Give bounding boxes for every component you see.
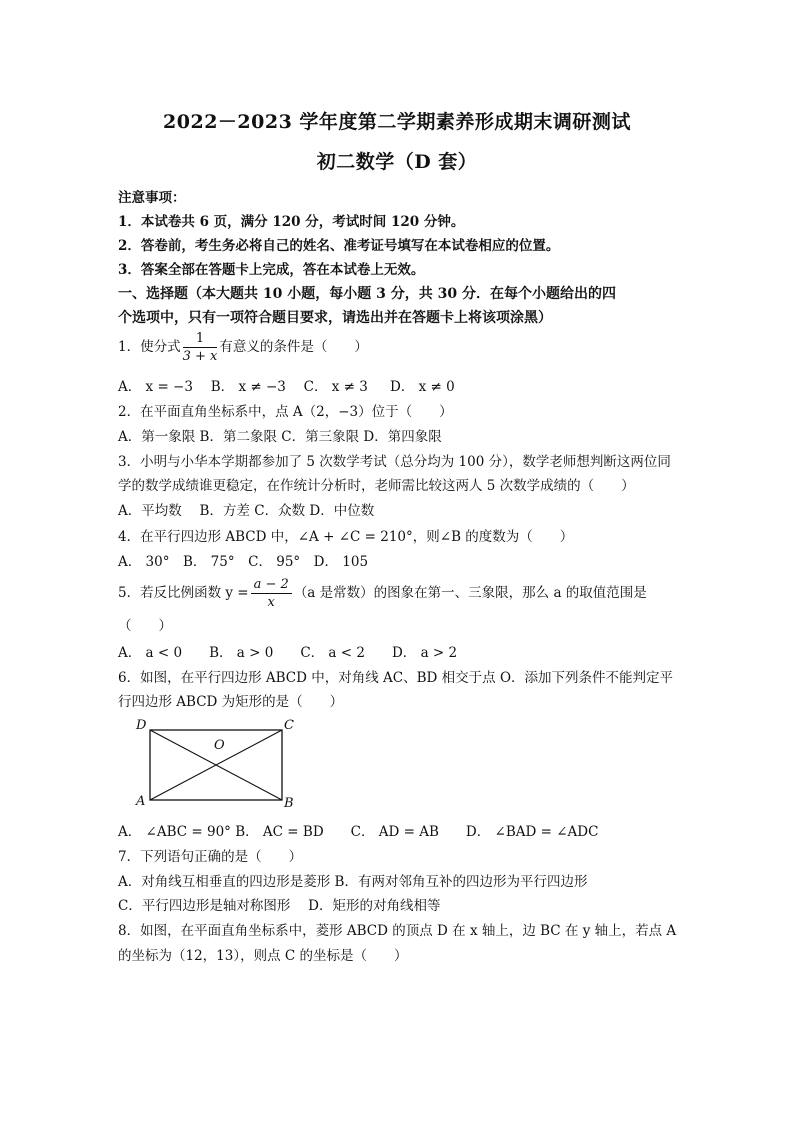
question-2: 2．在平面直角坐标系中，点 A（2，−3）位于（ ） — [118, 404, 453, 420]
q5-frac-num: a − 2 — [251, 576, 292, 594]
question-8: 8．如图，在平面直角坐标系中，菱形 ABCD 的顶点 D 在 x 轴上，边 BC 在 y 轴上，若点 A — [118, 923, 677, 939]
q6-options: A． ∠ABC = 90° B． AC = BD C． AD = AB D． ∠BAD = ∠ADC — [118, 824, 599, 840]
question-6: 6．如图，在平行四边形 ABCD 中，对角线 AC、BD 相交于点 O．添加下列条件不能判定平 — [118, 670, 674, 686]
q1-suffix: 有意义的条件是（ ） — [219, 339, 368, 355]
question-1 — [118, 330, 368, 365]
q7-options-2: C．平行四边形是轴对称图形 D．矩形的对角线相等 — [118, 898, 441, 914]
q4-options: A． 30° B． 75° C． 95° D． 105 — [118, 554, 369, 570]
question-7: 7．下列语句正确的是（ ） — [118, 849, 303, 865]
rectangle-figure — [130, 720, 300, 812]
exam-title: 2022－2023 学年度第二学期素养形成期末调研测试 — [163, 111, 631, 133]
q5-fraction — [251, 576, 292, 611]
q7-options-1: A．对角线互相垂直的四边形是菱形 B．有两对邻角互补的四边形为平行四边形 — [118, 874, 588, 890]
note-item: 1．本试卷共 6 页，满分 120 分，考试时间 120 分钟。 — [118, 214, 465, 230]
question-8-cont: 的坐标为（12，13），则点 C 的坐标是（ ） — [118, 948, 408, 964]
center-o-label: O — [214, 738, 225, 753]
section-heading: 一、选择题（本大题共 10 小题，每小题 3 分，共 30 分．在每个小题给出的四 — [118, 286, 616, 302]
question-4: 4．在平行四边形 ABCD 中，∠A + ∠C = 210°，则∠B 的度数为（ ） — [118, 529, 574, 545]
q1-frac-den: 3 + x — [182, 349, 218, 364]
question-6-cont: 行四边形 ABCD 为矩形的是（ ） — [118, 694, 344, 710]
q5-prefix: 5．若反比例函数 y = — [118, 585, 249, 601]
note-item: 2．答卷前，考生务必将自己的姓名、准考证号填写在本试卷相应的位置。 — [118, 238, 560, 254]
section-heading-cont: 个选项中，只有一项符合题目要求，请选出并在答题卡上将该项涂黑） — [118, 310, 552, 326]
q5-suffix: （a 是常数）的图象在第一、三象限，那么 a 的取值范围是 — [293, 585, 647, 601]
q5-blank: （ ） — [118, 618, 172, 634]
q2-options: A．第一象限 B．第二象限 C．第三象限 D．第四象限 — [118, 429, 442, 445]
q5-frac-den: x — [267, 595, 275, 610]
q1-prefix: 1．使分式 — [118, 339, 181, 355]
notes-heading: 注意事项： — [118, 190, 186, 206]
q1-frac-num: 1 — [183, 330, 218, 348]
q1-fraction — [183, 330, 218, 365]
exam-subtitle: 初二数学（D 套） — [316, 151, 478, 173]
q5-options: A． a < 0 B． a > 0 C． a < 2 D． a > 2 — [118, 645, 458, 661]
question-3: 3．小明与小华本学期都参加了 5 次数学考试（总分均为 100 分），数学老师想判断这两位同 — [118, 454, 671, 470]
note-item: 3．答案全部在答题卡上完成，答在本试卷上无效。 — [118, 262, 425, 278]
q3-options: A．平均数 B．方差 C．众数 D．中位数 — [118, 503, 375, 519]
q1-options: A． x = −3 B． x ≠ −3 C． x ≠ 3 D． x ≠ 0 — [118, 379, 455, 395]
vertex-a-label: A — [136, 794, 146, 809]
question-3-cont: 学的数学成绩谁更稳定，在作统计分析时，老师需比较这两人 5 次数学成绩的（ ） — [118, 478, 635, 494]
vertex-c-label: C — [284, 718, 294, 733]
question-5 — [118, 576, 647, 611]
vertex-d-label: D — [136, 718, 147, 733]
rectangle-diagram — [130, 720, 300, 812]
vertex-b-label: B — [284, 796, 294, 811]
